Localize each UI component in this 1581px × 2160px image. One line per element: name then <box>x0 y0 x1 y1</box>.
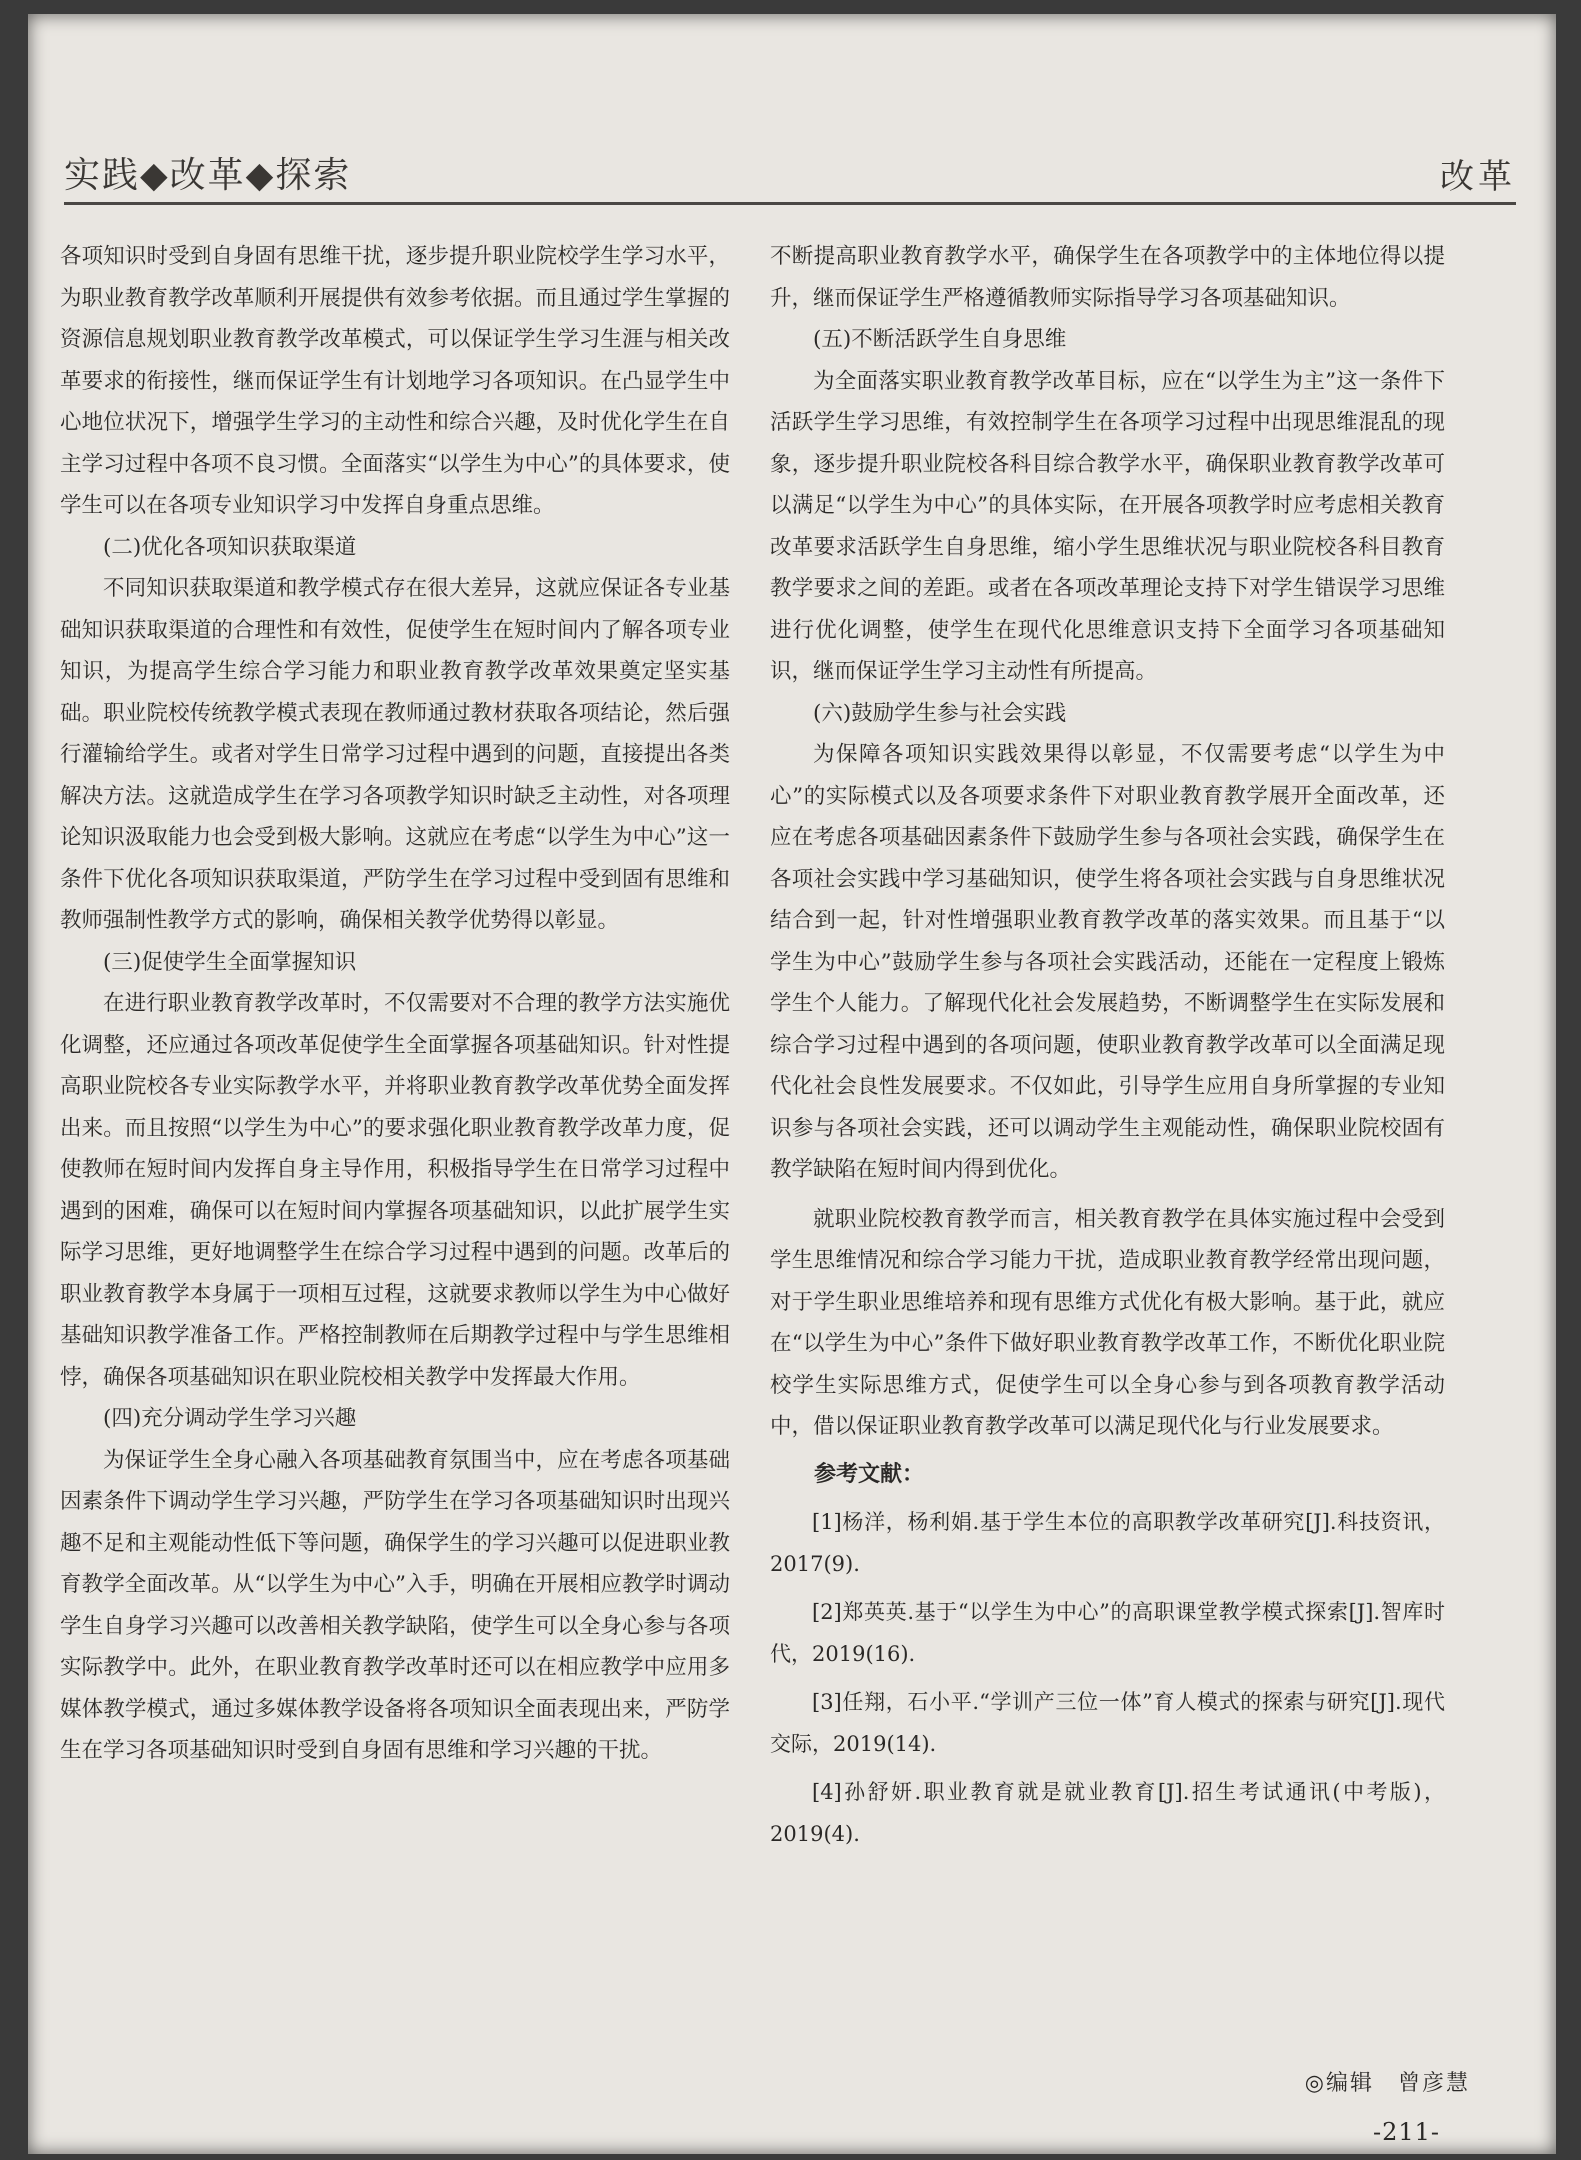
paragraph: 为全面落实职业教育教学改革目标，应在“以学生为主”这一条件下活跃学生学习思维，有效控制学生在各项学习过程中出现思维混乱的现象，逐步提升职业院校各科目综合教学水平，确保职业教育教学改革可以满足“以学生为中心”的具体实际，在开展各项教学时应考虑相关教育改革要求活跃学生自身思维，缩小学生思维状况与职业院校各科目教育教学要求之间的差距。或者在各项改革理论支持下对学生错误学习思维进行优化调整，使学生在现代化思维意识支持下全面学习各项基础知识，继而保证学生学习主动性有所提高。 <box>770 368 1445 684</box>
section-heading: (四)充分调动学生学习兴趣 <box>103 1406 357 1431</box>
paragraph: 不断提高职业教育教学水平，确保学生在各项教学中的主体地位得以提升，继而保证学生严格遵循教师实际指导学习各项基础知识。 <box>770 244 1445 311</box>
category-label: 改革 <box>1440 157 1516 197</box>
references-title: 参考文献： <box>814 1460 925 1487</box>
left-column <box>60 236 730 1772</box>
paragraph: 不同知识获取渠道和教学模式存在很大差异，这就应保证各专业基础知识获取渠道的合理性和有效性，促使学生在短时间内了解各项专业知识，为提高学生综合学习能力和职业教育教学改革效果奠定坚实基础。职业院校传统教学模式表现在教师通过教材获取各项结论，然后强行灌输给学生。或者对学生日常学习过程中遇到的问题，直接提出各类解决方法。这就造成学生在学习各项教学知识时缺乏主动性，对各项理论知识汲取能力也会受到极大影响。这就应在考虑“以学生为中心”这一条件下优化各项知识获取渠道，严防学生在学习过程中受到固有思维和教师强制性教学方式的影响，确保相关教学优势得以彰显。 <box>60 576 730 933</box>
editor-credit: ◎编辑 曾彦慧 <box>1304 2071 1470 2096</box>
section-label: 实践◆改革◆探索 <box>64 155 352 196</box>
reference-item: [2]郑英英.基于“以学生为中心”的高职课堂教学模式探索[J].智库时代，2019(16). <box>770 1600 1445 1666</box>
conclusion-paragraph: 就职业院校教育教学而言，相关教育教学在具体实施过程中会受到学生思维情况和综合学习能力干扰，造成职业教育教学经常出现问题，对于学生职业思维培养和现有思维方式优化有极大影响。基于此，就应在“以学生为中心”条件下做好职业教育教学改革工作，不断优化职业院校学生实际思维方式，促使学生可以全身心参与到各项教育教学活动中，借以保证职业教育教学改革可以满足现代化与行业发展要求。 <box>770 1206 1445 1439</box>
paragraph: 为保障各项知识实践效果得以彰显，不仅需要考虑“以学生为中心”的实际模式以及各项要求条件下对职业教育教学展开全面改革，还应在考虑各项基础因素条件下鼓励学生参与各项社会实践，确保学生在各项社会实践中学习基础知识，使学生将各项社会实践与自身思维状况结合到一起，针对性增强职业教育教学改革的落实效果。而且基于“以学生为中心”鼓励学生参与各项社会实践活动，还能在一定程度上锻炼学生个人能力。了解现代化社会发展趋势，不断调整学生在实际发展和综合学习过程中遇到的各项问题，使职业教育教学改革可以全面满足现代化社会良性发展要求。不仅如此，引导学生应用自身所掌握的专业知识参与各项社会实践，还可以调动学生主观能动性，确保职业院校固有教学缺陷在短时间内得到优化。 <box>770 742 1445 1182</box>
section-heading: (三)促使学生全面掌握知识 <box>103 949 357 975</box>
page-number: -211- <box>1372 2118 1440 2146</box>
reference-item: [4]孙舒妍.职业教育就是就业教育[J].招生考试通讯(中考版)，2019(4). <box>770 1780 1445 1846</box>
section-heading: (五)不断活跃学生自身思维 <box>813 327 1067 352</box>
section-heading: (二)优化各项知识获取渠道 <box>103 534 357 560</box>
paragraph: 在进行职业教育教学改革时，不仅需要对不合理的教学方法实施优化调整，还应通过各项改革促使学生全面掌握各项基础知识。针对性提高职业院校各专业实际教学水平，并将职业教育教学改革优势全面发挥出来。而且按照“以学生为中心”的要求强化职业教育教学改革力度，促使教师在短时间内发挥自身主导作用，积极指导学生在日常学习过程中遇到的困难，确保可以在短时间内掌握各项基础知识，以此扩展学生实际学习思维，更好地调整学生在综合学习过程中遇到的问题。改革后的职业教育教学本身属于一项相互过程，这就要求教师以学生为中心做好基础知识教学准备工作。严格控制教师在后期教学过程中与学生思维相悖，确保各项基础知识在职业院校相关教学中发挥最大作用。 <box>60 991 730 1390</box>
reference-item: [3]任翔，石小平.“学训产三位一体”育人模式的探索与研究[J].现代交际，2019(14). <box>770 1690 1445 1756</box>
section-heading: (六)鼓励学生参与社会实践 <box>813 700 1067 726</box>
page-header <box>64 142 1516 205</box>
right-column <box>770 236 1445 1855</box>
paragraph: 各项知识时受到自身固有思维干扰，逐步提升职业院校学生学习水平，为职业教育教学改革顺利开展提供有效参考依据。而且通过学生掌握的资源信息规划职业教育教学改革模式，可以保证学生学习生涯与相关改革要求的衔接性，继而保证学生有计划地学习各项知识。在凸显学生中心地位状况下，增强学生学习的主动性和综合兴趣，及时优化学生在自主学习过程中各项不良习惯。全面落实“以学生为中心”的具体要求，使学生可以在各项专业知识学习中发挥自身重点思维。 <box>60 244 730 518</box>
journal-page <box>28 14 1556 2154</box>
paragraph: 为保证学生全身心融入各项基础教育氛围当中，应在考虑各项基础因素条件下调动学生学习兴趣，严防学生在学习各项基础知识时出现兴趣不足和主观能动性低下等问题，确保学生的学习兴趣可以促进职业教育教学全面改革。从“以学生为中心”入手，明确在开展相应教学时调动学生自身学习兴趣可以改善相关教学缺陷，使学生可以全身心参与各项实际教学中。此外，在职业教育教学改革时还可以在相应教学中应用多媒体教学模式，通过多媒体教学设备将各项知识全面表现出来，严防学生在学习各项基础知识时受到自身固有思维和学习兴趣的干扰。 <box>60 1447 730 1763</box>
reference-item: [1]杨洋，杨利娟.基于学生本位的高职教学改革研究[J].科技资讯，2017(9). <box>770 1510 1445 1576</box>
